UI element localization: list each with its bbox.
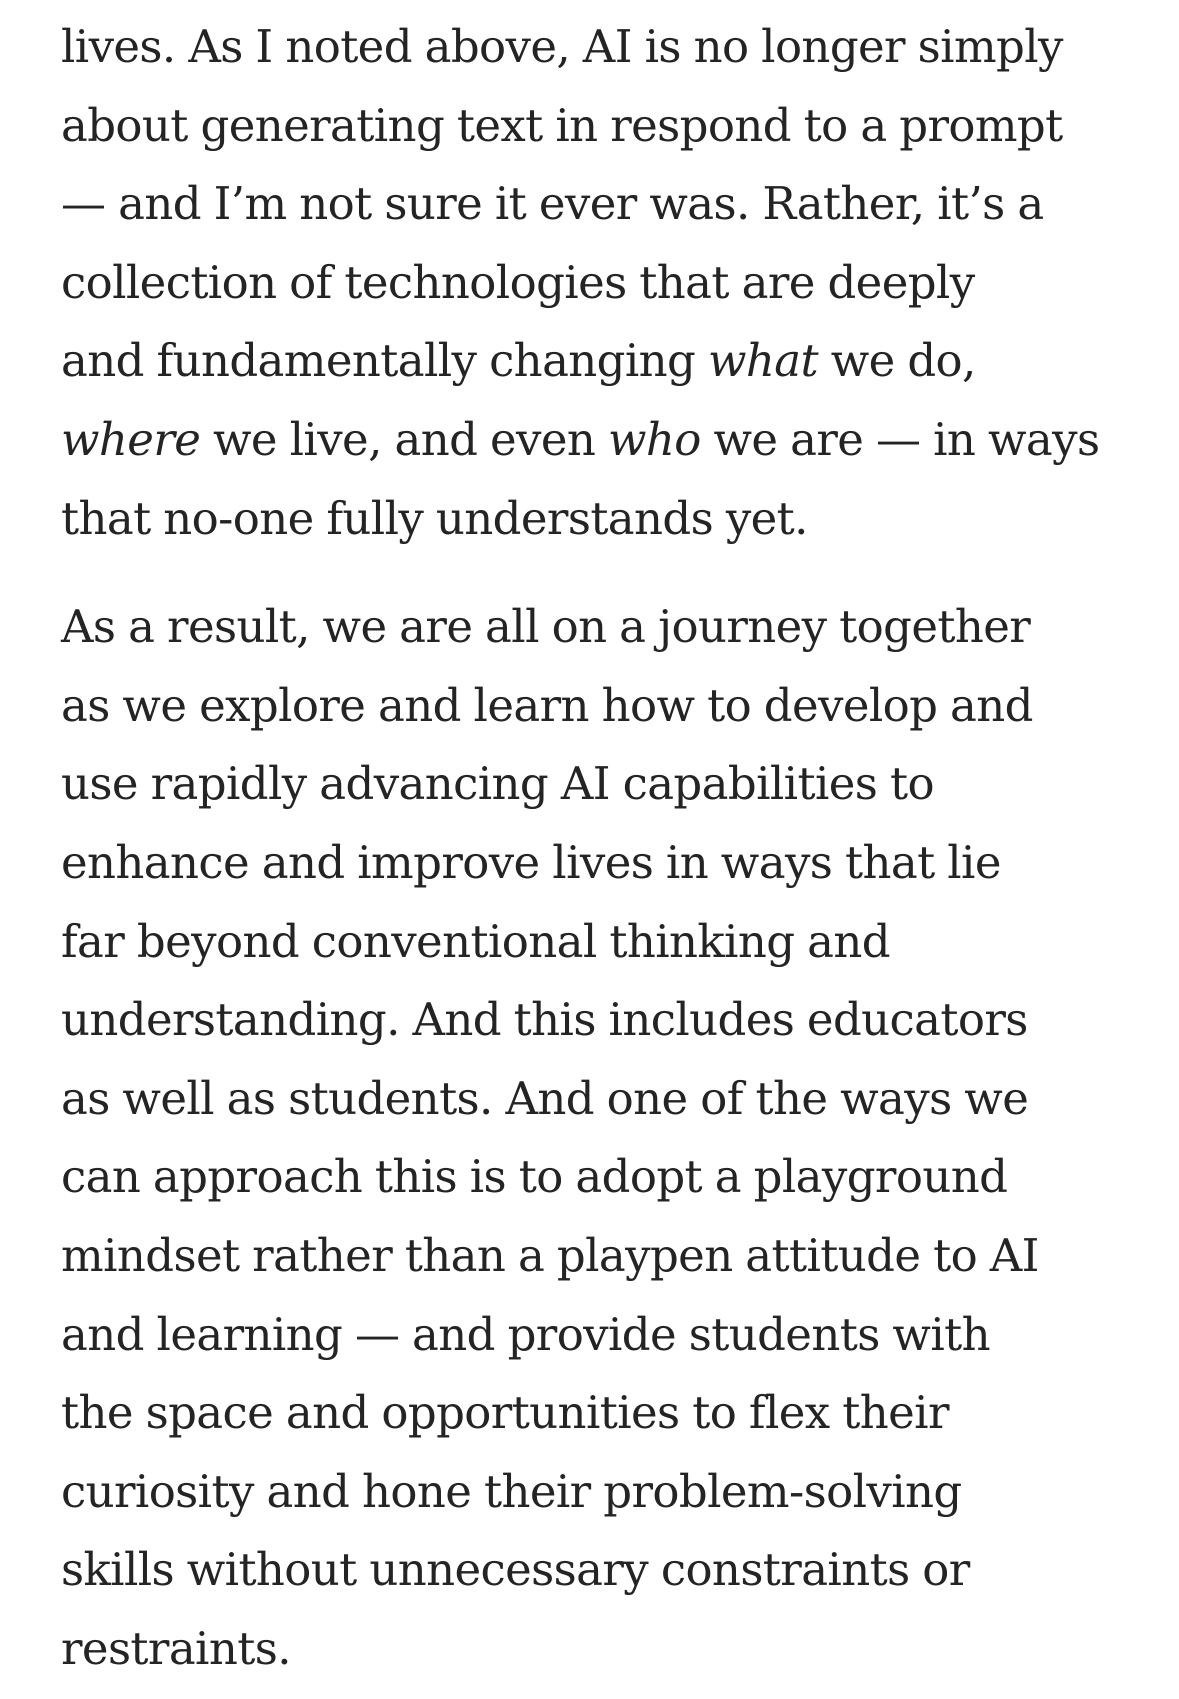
text-line [61,588,1131,667]
text-line [61,981,1131,1060]
text-run: understanding. And this includes educators [61,993,1028,1047]
emphasis-text: what [707,334,818,388]
text-line [61,1217,1131,1296]
text-run: the space and opportunities to flex their [61,1386,949,1440]
text-line [61,1296,1131,1375]
text-line [61,1453,1131,1532]
text-run: that no-one fully understands yet. [61,491,808,545]
text-line [61,745,1131,824]
text-run: can approach this is to adopt a playground [61,1150,1008,1204]
text-run: collection of technologies that are deeply [61,255,975,309]
text-line [61,322,1131,401]
text-line [61,903,1131,982]
paragraph-1 [61,8,1131,558]
text-run: curiosity and hone their problem-solving [61,1464,962,1518]
text-run: we live, and even [200,412,608,466]
text-run: mindset rather than a playpen attitude to AI [61,1228,1039,1282]
text-run: skills without unnecessary constraints or [61,1543,970,1597]
text-line [61,87,1131,166]
text-run: use rapidly advancing AI capabilities to [61,757,934,811]
text-line [61,1531,1131,1610]
text-line [61,8,1131,87]
paragraph-2 [61,588,1131,1688]
text-run: and learning — and provide students with [61,1307,990,1361]
text-run: we do, [817,334,976,388]
text-line [61,401,1131,480]
text-run: and fundamentally changing [61,334,708,388]
text-run: As a result, we are all on a journey together [61,600,1031,654]
text-line [61,824,1131,903]
text-line [61,244,1131,323]
emphasis-text: where [61,412,201,466]
text-line [61,1138,1131,1217]
text-run: restraints. [61,1621,291,1675]
text-run: about generating text in respond to a prompt [61,98,1063,152]
text-line [61,1610,1131,1689]
text-run: lives. As I noted above, AI is no longer simply [61,20,1063,73]
text-line [61,667,1131,746]
emphasis-text: who [607,412,701,466]
text-line [61,480,1131,559]
text-line [61,1060,1131,1139]
text-line [61,165,1131,244]
text-line [61,1374,1131,1453]
text-run: — and I’m not sure it ever was. Rather, it’s a [61,177,1044,231]
article-body [61,8,1131,1688]
text-run: as we explore and learn how to develop and [61,678,1033,732]
text-run: we are — in ways [700,412,1100,466]
text-run: far beyond conventional thinking and [61,914,890,968]
text-run: enhance and improve lives in ways that lie [61,835,1001,889]
text-run: as well as students. And one of the ways we [61,1071,1029,1125]
